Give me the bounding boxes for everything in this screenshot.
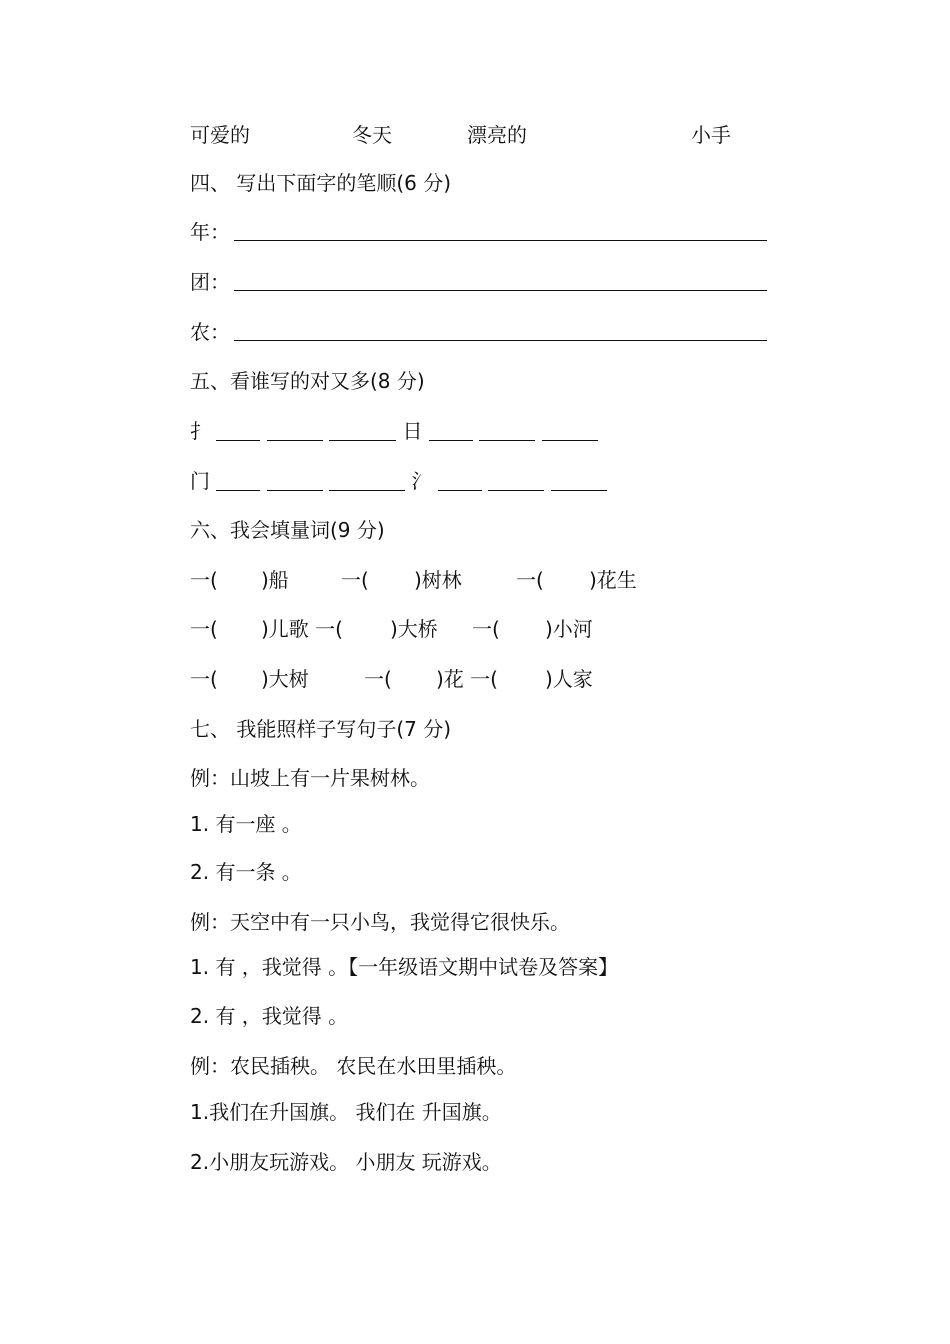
radical-shou: 扌 xyxy=(190,419,210,443)
stroke-order-line-3[interactable] xyxy=(234,340,767,341)
example-1: 例：山坡上有一片果树林。 xyxy=(190,766,430,790)
section-7-title: 七、 我能照样子写句子(7 分) xyxy=(190,717,452,741)
section-6-title: 六、我会填量词(9 分) xyxy=(190,518,385,542)
blank[interactable] xyxy=(267,422,323,441)
stroke-order-line-2[interactable] xyxy=(234,290,767,291)
measure-word-text: 一( xyxy=(341,568,369,592)
blank[interactable] xyxy=(429,422,473,441)
section-5-title: 五、看谁写的对又多(8 分) xyxy=(190,369,425,393)
measure-word-text: )大树 xyxy=(261,667,309,691)
measure-word-text: 一( xyxy=(190,617,218,641)
word-dong-tian: 冬天 xyxy=(352,123,392,147)
word-xiao-shou: 小手 xyxy=(691,123,731,147)
example-3: 例：农民插秧。 农民在水田里插秧。 xyxy=(190,1054,517,1078)
measure-word-text: 一( xyxy=(472,617,500,641)
blank[interactable] xyxy=(329,422,396,441)
exercise-2-1: 1. 有 ，我觉得 。【一年级语文期中试卷及答案】 xyxy=(190,955,619,979)
stroke-order-item-1-label: 年： xyxy=(190,220,230,244)
blank[interactable] xyxy=(216,422,260,441)
blank[interactable] xyxy=(216,472,260,491)
blank[interactable] xyxy=(329,472,405,491)
exercise-1-2: 2. 有一条 。 xyxy=(190,860,302,884)
blank[interactable] xyxy=(488,472,544,491)
radical-ri: 日 xyxy=(402,419,423,443)
measure-word-text: )花 一( xyxy=(436,667,498,691)
measure-word-text: 一( xyxy=(364,667,392,691)
measure-word-text: )大桥 xyxy=(390,617,438,641)
measure-word-text: )树林 xyxy=(414,568,462,592)
blank[interactable] xyxy=(267,472,323,491)
blank[interactable] xyxy=(479,422,535,441)
measure-word-text: )花生 xyxy=(589,568,637,592)
stroke-order-line-1[interactable] xyxy=(234,240,767,241)
stroke-order-item-3-label: 农： xyxy=(190,320,230,344)
word-piao-liang-de: 漂亮的 xyxy=(467,123,527,147)
blank[interactable] xyxy=(551,472,607,491)
example-2: 例：天空中有一只小鸟，我觉得它很快乐。 xyxy=(190,910,570,934)
radical-men: 门 xyxy=(190,469,210,493)
section-4-title: 四、 写出下面字的笔顺(6 分) xyxy=(190,171,452,195)
measure-word-text: )儿歌 一( xyxy=(261,617,343,641)
exercise-3-2: 2.小朋友玩游戏。 小朋友 玩游戏。 xyxy=(190,1150,502,1174)
word-ke-ai-de: 可爱的 xyxy=(190,123,250,147)
measure-word-text: )人家 xyxy=(545,667,593,691)
measure-word-text: )小河 xyxy=(545,617,593,641)
measure-word-text: 一( xyxy=(516,568,544,592)
stroke-order-item-2-label: 团： xyxy=(190,270,230,294)
radical-shui: 氵 xyxy=(411,469,432,493)
exercise-3-1: 1.我们在升国旗。 我们在 升国旗。 xyxy=(190,1100,502,1124)
exercise-2-2: 2. 有 ，我觉得 。 xyxy=(190,1004,349,1028)
measure-word-text: )船 xyxy=(261,568,289,592)
radical-row-1 xyxy=(190,419,598,443)
blank[interactable] xyxy=(542,422,598,441)
measure-word-text: 一( xyxy=(190,667,218,691)
radical-row-2 xyxy=(190,469,607,493)
exercise-1-1: 1. 有一座 。 xyxy=(190,812,302,836)
measure-word-text: 一( xyxy=(190,568,218,592)
blank[interactable] xyxy=(438,472,482,491)
